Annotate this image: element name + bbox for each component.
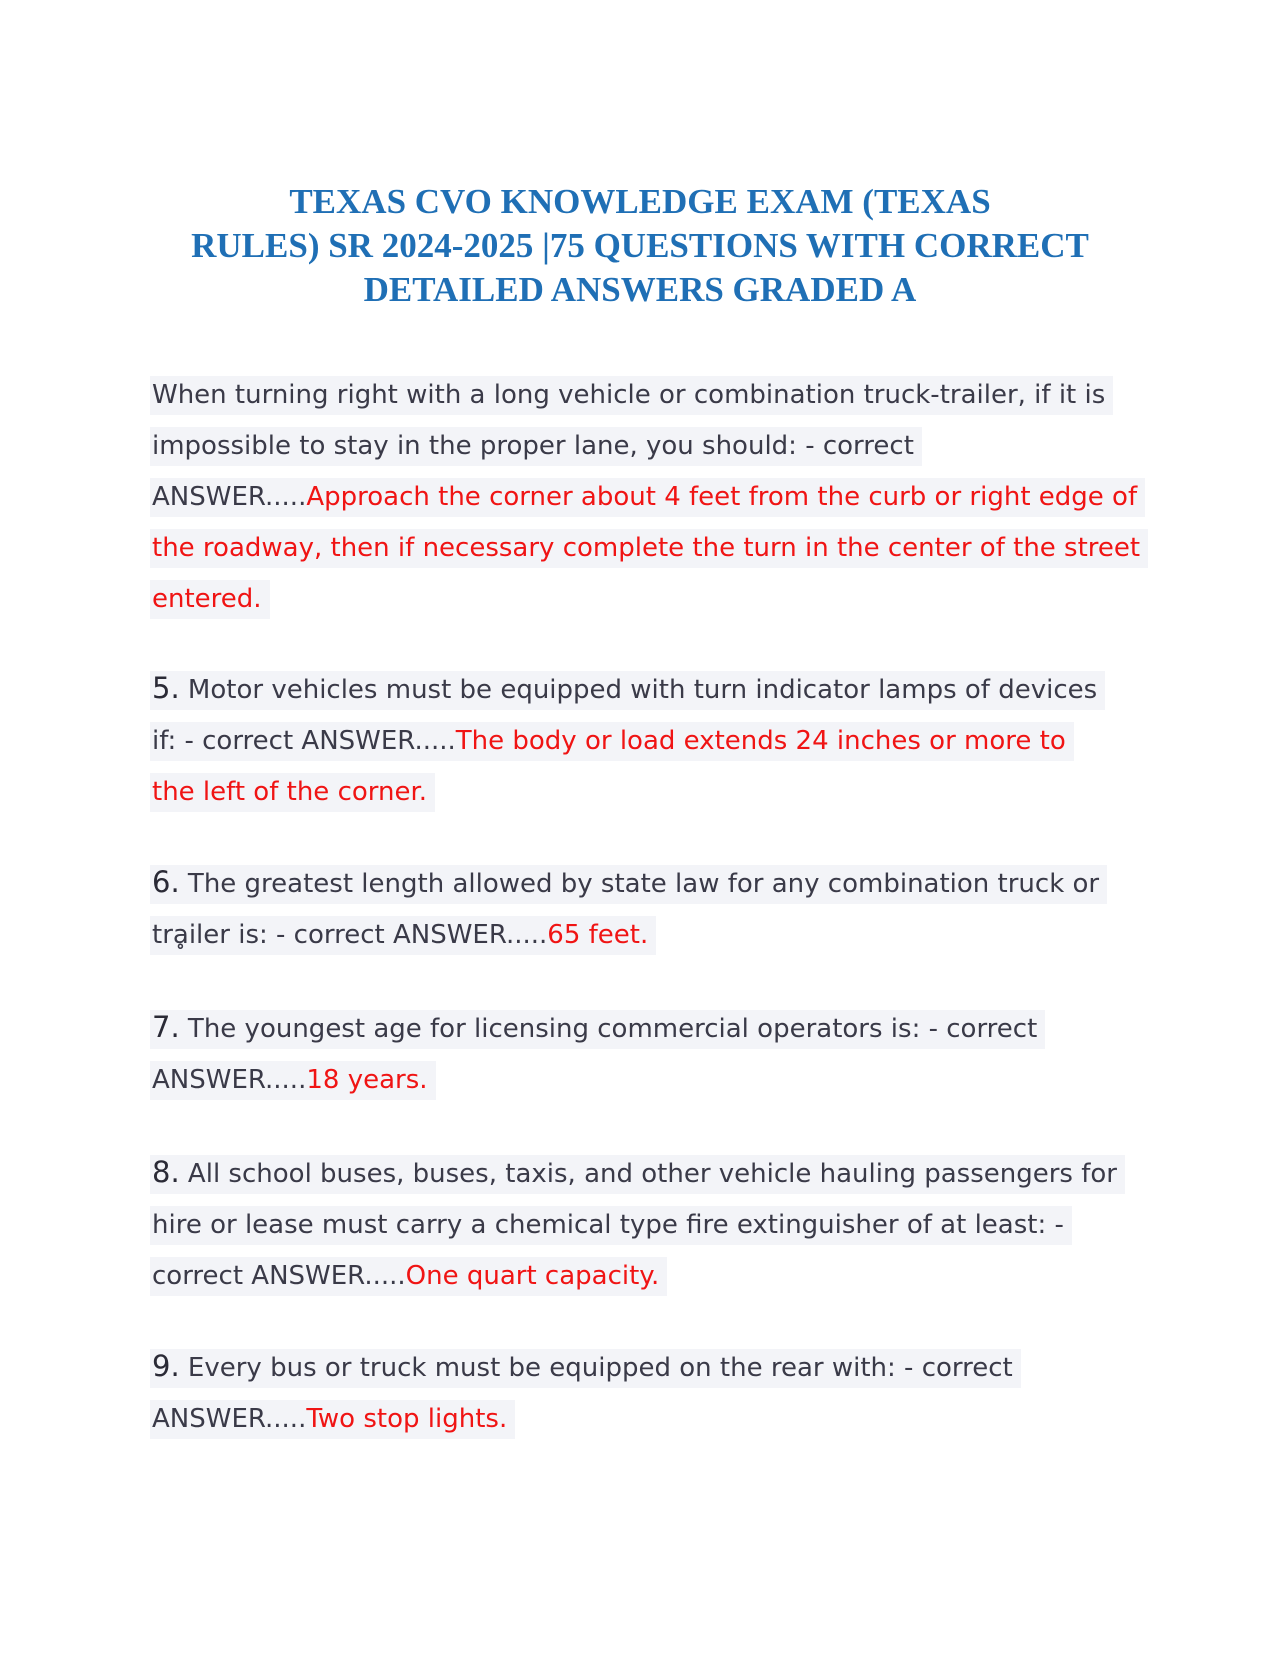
question-text-line xyxy=(150,1341,1140,1394)
answer-text: the roadway, then if necessary complete the turn in the center of the street xyxy=(150,529,1148,568)
question-text-line xyxy=(150,1200,1140,1251)
answer-text: Two stop lights. xyxy=(306,1404,508,1434)
question-number: 5. xyxy=(152,671,180,705)
answer-line xyxy=(150,472,1140,523)
question-text: Every bus or truck must be equipped on the rear with: - correct xyxy=(179,1353,1013,1383)
question-number: 9. xyxy=(152,1349,180,1383)
answer-line xyxy=(150,1394,1140,1445)
question-number: 6. xyxy=(152,865,180,899)
title-line-3: DETAILED ANSWERS GRADED A xyxy=(363,270,917,309)
question-text-line xyxy=(150,1002,1140,1055)
answer-text: 65 feet. xyxy=(547,920,649,950)
question-8 xyxy=(150,1147,1140,1302)
answer-text: 18 years. xyxy=(306,1065,428,1095)
question-text-line xyxy=(150,370,1140,421)
question-number: 7. xyxy=(152,1010,180,1044)
question-6 xyxy=(150,857,1140,961)
answer-prefix: if: - correct ANSWER..... xyxy=(152,726,456,756)
question-5 xyxy=(150,663,1140,818)
answer-text: the left of the corner. xyxy=(150,773,435,812)
answer-line xyxy=(150,767,1140,818)
answer-prefix: ANSWER..... xyxy=(152,482,307,512)
answer-text: entered. xyxy=(150,580,270,619)
answer-prefix: correct ANSWER..... xyxy=(152,1261,406,1291)
answer-prefix: ANSWER..... xyxy=(152,1404,307,1434)
question-text: hire or lease must carry a chemical type fire extinguisher of at least: - xyxy=(150,1206,1072,1245)
answer-line xyxy=(150,1251,1140,1302)
question-text-line xyxy=(150,857,1140,910)
question-text: The greatest length allowed by state law for any combination truck or xyxy=(179,869,1100,899)
document-title xyxy=(130,180,1150,312)
question-text: Motor vehicles must be equipped with turn indicator lamps of devices xyxy=(179,675,1098,705)
question-text: impossible to stay in the proper lane, you should: - correct xyxy=(150,427,922,466)
answer-text: The body or load extends 24 inches or more to xyxy=(455,726,1066,756)
answer-line xyxy=(150,523,1140,574)
title-line-2: RULES) SR 2024-2025 |75 QUESTIONS WITH CORRECT xyxy=(191,226,1089,265)
answer-line xyxy=(150,1055,1140,1106)
question-7 xyxy=(150,1002,1140,1106)
answer-text: One quart capacity. xyxy=(405,1261,660,1291)
question-9 xyxy=(150,1341,1140,1445)
answer-line xyxy=(150,910,1140,961)
answer-line xyxy=(150,716,1140,767)
question-text-line xyxy=(150,1147,1140,1200)
title-line-1: TEXAS CVO KNOWLEDGE EXAM (TEXAS xyxy=(289,182,991,221)
question-number: 8. xyxy=(152,1155,180,1189)
question-text: The youngest age for licensing commercial operators is: - correct xyxy=(179,1014,1038,1044)
question-text-line xyxy=(150,421,1140,472)
answer-prefix: ANSWER..... xyxy=(152,1065,307,1095)
question-text: All school buses, buses, taxis, and other vehicle hauling passengers for xyxy=(179,1159,1117,1189)
answer-text: Approach the corner about 4 feet from the curb or right edge of xyxy=(306,482,1138,512)
question-text-line xyxy=(150,663,1140,716)
question-right-turn xyxy=(150,370,1140,625)
answer-prefix: trḁiler is: - correct ANSWER..... xyxy=(152,920,548,950)
question-text: When turning right with a long vehicle or combination truck-trailer, if it is xyxy=(150,376,1113,415)
answer-line xyxy=(150,574,1140,625)
